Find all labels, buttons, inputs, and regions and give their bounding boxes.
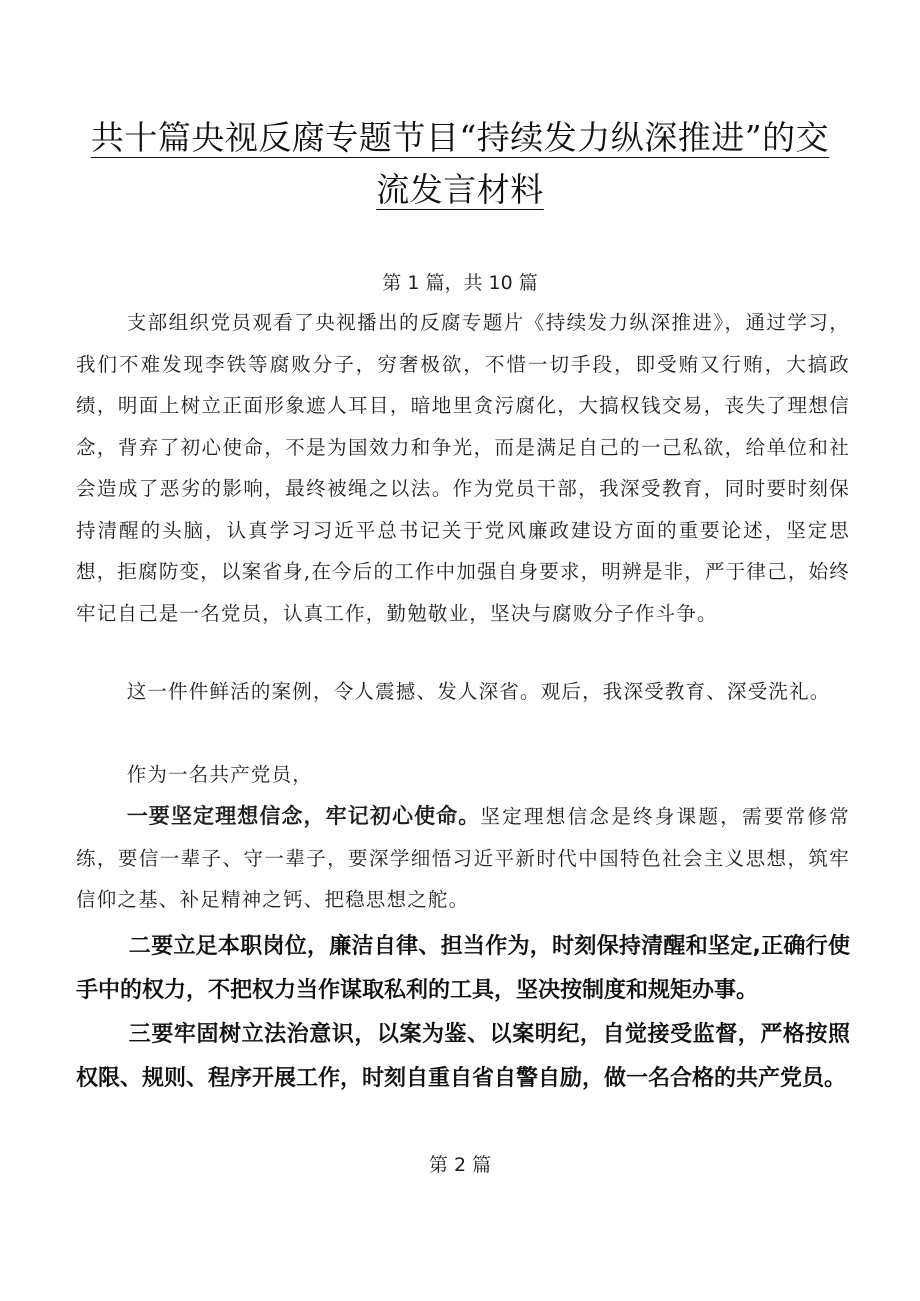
point-one-paragraph: [76, 796, 850, 921]
point-two-paragraph: 二要立足本职岗位，廉洁自律、担当作为，时刻保持清醒和坚定,正确行使手中的权力，不把权力当作谋取私利的工具，坚决按制度和规矩办事。: [76, 934, 850, 1003]
body-paragraph: 这一件件鲜活的案例，令人震撼、发人深省。观后，我深受教育、深受洗礼。: [126, 680, 831, 703]
body-paragraph: 支部组织党员观看了央视播出的反腐专题片《持续发力纵深推进》，通过学习，我们不难发现李铁等腐败分子，穷奢极欲，不惜一切手段，即受贿又行贿，大搞政绩，明面上树立正面形象遮人耳目，暗地里贪污腐化，大搞权钱交易，丧失了理想信念，背弃了初心使命，不是为国效力和争光，而是满足自己的一己私欲，给单位和社会造成了恶劣的影响，最终被绳之以法。作为党员干部，我深受教育，同时要时刻保持清醒的头脑，认真学习习近平总书记关于党风廉政建设方面的重要论述，坚定思想，拒腐防变，以案省身,在今后的工作中加强自身要求，明辨是非，严于律己，始终牢记自己是一名党员，认真工作，勤勉敬业，坚决与腐败分子作斗争。: [76, 311, 850, 625]
point-one-body: 坚定理想信念是终身课题，需要常修常练，要信一辈子、守一辈子，要深学细悟习近平新时代中国特色社会主义思想，筑牢信仰之基、补足精神之钙、把稳思想之舵。: [76, 805, 850, 911]
section-label: 第 1 篇，共 10 篇: [382, 272, 538, 294]
body-paragraph: 作为一名共产党员，: [126, 763, 313, 786]
document-title: 共十篇央视反腐专题节目“持续发力纵深推进”的交流发言材料: [90, 118, 830, 209]
section-label: 第 2 篇: [428, 1154, 492, 1176]
point-one-lead: 一要坚定理想信念，牢记初心使命。: [126, 804, 481, 828]
point-three-paragraph: 三要牢固树立法治意识，以案为鉴、以案明纪，自觉接受监督，严格按照权限、规则、程序开展工作，时刻自重自省自警自励，做一名合格的共产党员。: [76, 1022, 850, 1091]
